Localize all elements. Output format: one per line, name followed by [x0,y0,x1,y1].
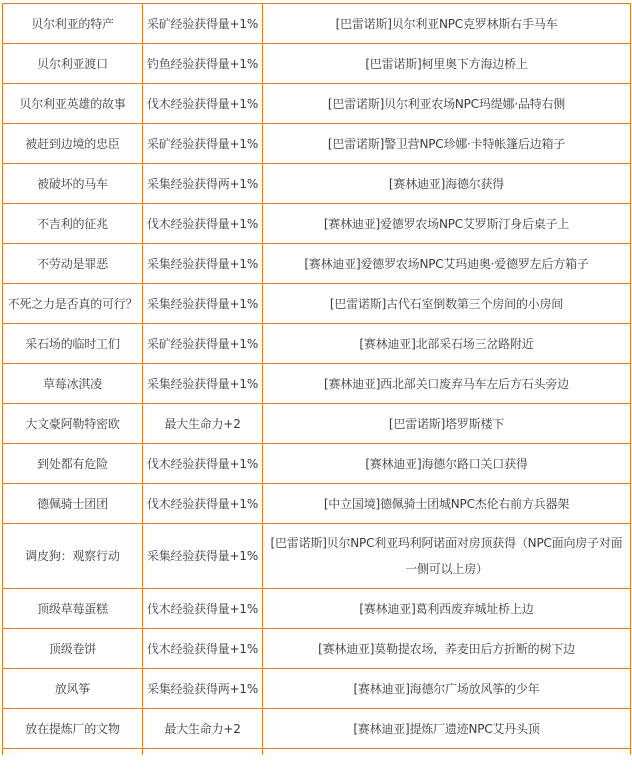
effect-cell: 采矿经验获得量+1% [143,324,263,364]
knowledge-name-cell: 不吉利的征兆 [3,204,143,244]
knowledge-name-cell: 调皮狗：观察行动 [3,524,143,589]
knowledge-table-container [2,3,631,755]
location-cell: [赛林迪亚]提炼厂遗迹NPC艾丹头顶 [263,709,631,749]
knowledge-name-cell: 不劳动是罪恶 [3,244,143,284]
location-cell: [巴雷诺斯]贝尔NPC利亚玛利阿诺面对房顶获得（NPC面向房子对面一侧可以上房） [263,524,631,589]
location-cell: [赛林迪亚]西北部关口废弃马车左后方石头旁边 [263,364,631,404]
location-cell: [赛林迪亚]莫勒提农场，荞麦田后方折断的树下边 [263,629,631,669]
knowledge-table [2,3,631,755]
knowledge-name-cell: 被破坏的马车 [3,164,143,204]
location-cell: [巴雷诺斯]塔罗斯楼下 [263,404,631,444]
effect-cell: 伐木经验获得量+1% [143,589,263,629]
empty-cell [263,749,631,755]
table-row [3,484,631,524]
table-row [3,44,631,84]
table-row [3,204,631,244]
location-cell: [巴雷诺斯]柯里奥下方海边桥上 [263,44,631,84]
empty-cell [143,749,263,755]
effect-cell: 采集经验获得量+1% [143,364,263,404]
location-cell: [巴雷诺斯]贝尔利亚NPC克罗林斯右手马车 [263,4,631,44]
effect-cell: 采集经验获得量+1% [143,244,263,284]
location-cell: [巴雷诺斯]贝尔利亚农场NPC玛缇娜·品特右侧 [263,84,631,124]
knowledge-name-cell: 德佩骑士团团 [3,484,143,524]
effect-cell: 采矿经验获得量+1% [143,4,263,44]
table-row [3,589,631,629]
knowledge-name-cell: 大文豪阿勒特密欧 [3,404,143,444]
effect-cell: 伐木经验获得量+1% [143,444,263,484]
location-cell: [赛林迪亚]海德尔广场放风筝的少年 [263,669,631,709]
knowledge-name-cell: 贝尔利亚的特产 [3,4,143,44]
knowledge-name-cell: 顶级卷饼 [3,629,143,669]
empty-cell [3,749,143,755]
table-row [3,124,631,164]
table-row [3,709,631,749]
location-cell: [巴雷诺斯]警卫营NPC珍娜·卡特帐篷后边箱子 [263,124,631,164]
knowledge-name-cell: 顶级草莓蛋糕 [3,589,143,629]
location-cell: [赛林迪亚]葛利西废弃城址桥上边 [263,589,631,629]
table-body [3,4,631,755]
knowledge-name-cell: 贝尔利亚英雄的故事 [3,84,143,124]
effect-cell: 采矿经验获得量+1% [143,124,263,164]
table-row [3,324,631,364]
knowledge-name-cell: 放在提炼厂的文物 [3,709,143,749]
effect-cell: 最大生命力+2 [143,404,263,444]
table-row [3,244,631,284]
effect-cell: 钓鱼经验获得量+1% [143,44,263,84]
location-cell: [中立国境]德佩骑士团城NPC杰伦右前方兵器架 [263,484,631,524]
effect-cell: 采集经验获得两+1% [143,669,263,709]
table-row-partial [3,749,631,755]
effect-cell: 采集经验获得两+1% [143,164,263,204]
location-cell: [赛林迪亚]北部采石场三岔路附近 [263,324,631,364]
location-cell: [赛林迪亚]海德尔获得 [263,164,631,204]
effect-cell: 伐木经验获得量+1% [143,629,263,669]
knowledge-name-cell: 草莓冰淇凌 [3,364,143,404]
table-row [3,84,631,124]
knowledge-name-cell: 贝尔利亚渡口 [3,44,143,84]
knowledge-name-cell: 采石场的临时工们 [3,324,143,364]
table-row [3,404,631,444]
knowledge-name-cell: 到处都有危险 [3,444,143,484]
effect-cell: 采集经验获得量+1% [143,524,263,589]
effect-cell: 伐木经验获得量+1% [143,204,263,244]
location-cell: [赛林迪亚]爱德罗农场NPC艾罗斯汀身后桌子上 [263,204,631,244]
location-cell: [赛林迪亚]爱德罗农场NPC艾玛迪奥·爱德罗左后方箱子 [263,244,631,284]
knowledge-name-cell: 不死之力是否真的可行？ [3,284,143,324]
table-row [3,669,631,709]
knowledge-name-cell: 放风筝 [3,669,143,709]
table-row [3,164,631,204]
effect-cell: 伐木经验获得量+1% [143,484,263,524]
location-cell: [赛林迪亚]海德尔路口关口获得 [263,444,631,484]
knowledge-name-cell: 被赶到边境的忠臣 [3,124,143,164]
table-row [3,364,631,404]
table-row [3,4,631,44]
table-row [3,629,631,669]
table-row [3,444,631,484]
table-row [3,524,631,589]
effect-cell: 采集经验获得量+1% [143,284,263,324]
table-row [3,284,631,324]
location-cell: [巴雷诺斯]古代石室倒数第三个房间的小房间 [263,284,631,324]
effect-cell: 最大生命力+2 [143,709,263,749]
effect-cell: 伐木经验获得量+1% [143,84,263,124]
